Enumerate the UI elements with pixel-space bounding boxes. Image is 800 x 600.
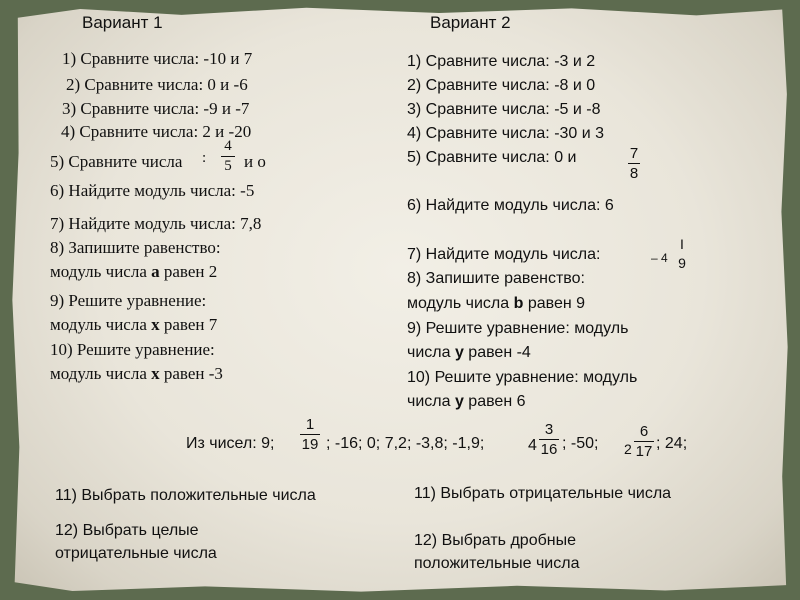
- v1-item-2: 2) Сравните числа: 0 и -6: [66, 75, 248, 94]
- v1-task-11: 11) Выбрать положительные числа: [55, 487, 316, 504]
- v2-item-9-line1: 9) Решите уравнение: модуль: [407, 320, 629, 337]
- numbers-mixed-2-fraction: [634, 424, 654, 459]
- fraction-denominator: 17: [635, 443, 653, 460]
- v2-item-6: 6) Найдите модуль числа: 6: [407, 197, 614, 214]
- fraction-numerator: 3: [544, 421, 554, 438]
- fraction-bar: [221, 156, 235, 157]
- fraction-denominator: 16: [540, 441, 558, 458]
- v1-item-5-fraction: [221, 139, 235, 174]
- v1-item-6: 6) Найдите модуль числа: -5: [50, 181, 255, 200]
- numbers-fraction-1: [300, 417, 320, 452]
- fraction-denominator: 9: [678, 255, 686, 271]
- v1-item-5-colon: :: [202, 150, 207, 166]
- numbers-prefix: Из чисел: 9;: [186, 435, 275, 452]
- numbers-mixed-1-fraction: [539, 422, 559, 457]
- fraction-bar: [677, 253, 687, 254]
- v1-item-8-line2: модуль числа a равен 2: [50, 262, 218, 281]
- v1-task-12-line2: отрицательные числа: [55, 545, 217, 562]
- fraction-bar: [634, 441, 654, 442]
- numbers-suffix: ; 24;: [656, 435, 688, 452]
- v2-item-3: 3) Сравните числа: -5 и -8: [407, 101, 601, 118]
- fraction-numerator: 7: [629, 145, 639, 162]
- v2-task-12-line1: 12) Выбрать дробные: [414, 532, 576, 549]
- numbers-after-mixed-1: ; -50;: [562, 435, 599, 452]
- v2-item-1: 1) Сравните числа: -3 и 2: [407, 53, 596, 70]
- v2-item-8-line2: модуль числа b равен 9: [407, 295, 586, 312]
- v1-item-1: 1) Сравните числа: -10 и 7: [62, 49, 253, 68]
- v2-item-4: 4) Сравните числа: -30 и 3: [407, 125, 605, 142]
- fraction-numerator: I: [680, 236, 684, 252]
- v1-item-9-line1: 9) Решите уравнение:: [50, 291, 207, 310]
- v2-item-9-line2: числа y равен -4: [407, 344, 531, 361]
- v1-item-5-tail: и о: [244, 152, 266, 171]
- numbers-mixed-1-whole: 4: [528, 437, 537, 454]
- v2-item-2: 2) Сравните числа: -8 и 0: [407, 77, 596, 94]
- v2-task-12-line2: положительные числа: [414, 555, 580, 572]
- fraction-numerator: 1: [305, 416, 315, 433]
- numbers-mixed-2-whole: 2: [624, 441, 632, 457]
- numbers-middle: ; -16; 0; 7,2; -3,8; -1,9;: [326, 435, 485, 452]
- v1-item-10-line2: модуль числа x равен -3: [50, 364, 223, 383]
- fraction-bar: [539, 439, 559, 440]
- v1-item-10-line1: 10) Решите уравнение:: [50, 340, 215, 359]
- v1-item-3: 3) Сравните числа: -9 и -7: [62, 99, 250, 118]
- fraction-denominator: 5: [224, 158, 232, 174]
- v2-item-8-line1: 8) Запишите равенство:: [407, 270, 585, 287]
- v2-item-5: 5) Сравните числа: 0 и: [407, 149, 577, 166]
- variant2-title: Вариант 2: [430, 13, 511, 32]
- fraction-bar: [300, 434, 320, 435]
- v1-item-7: 7) Найдите модуль числа: 7,8: [50, 214, 262, 233]
- v1-task-12-line1: 12) Выбрать целые: [55, 522, 199, 539]
- v1-item-4: 4) Сравните числа: 2 и -20: [61, 122, 252, 141]
- v1-item-5: 5) Сравните числа: [50, 152, 183, 171]
- v2-item-7-fraction: [677, 237, 687, 270]
- v2-item-7-whole: – 4: [651, 251, 668, 265]
- v2-item-10-line1: 10) Решите уравнение: модуль: [407, 369, 638, 386]
- v1-item-8-line1: 8) Запишите равенство:: [50, 238, 221, 257]
- v1-item-9-line2: модуль числа x равен 7: [50, 315, 218, 334]
- v2-item-5-fraction: [628, 146, 640, 181]
- v2-task-11: 11) Выбрать отрицательные числа: [414, 485, 672, 502]
- fraction-bar: [628, 163, 640, 164]
- fraction-denominator: 19: [301, 436, 319, 453]
- v2-item-7: 7) Найдите модуль числа:: [407, 246, 601, 263]
- fraction-numerator: 4: [224, 138, 232, 154]
- fraction-numerator: 6: [639, 423, 649, 440]
- v2-item-10-line2: числа y равен 6: [407, 393, 526, 410]
- variant1-title: Вариант 1: [82, 13, 163, 32]
- fraction-denominator: 8: [629, 165, 639, 182]
